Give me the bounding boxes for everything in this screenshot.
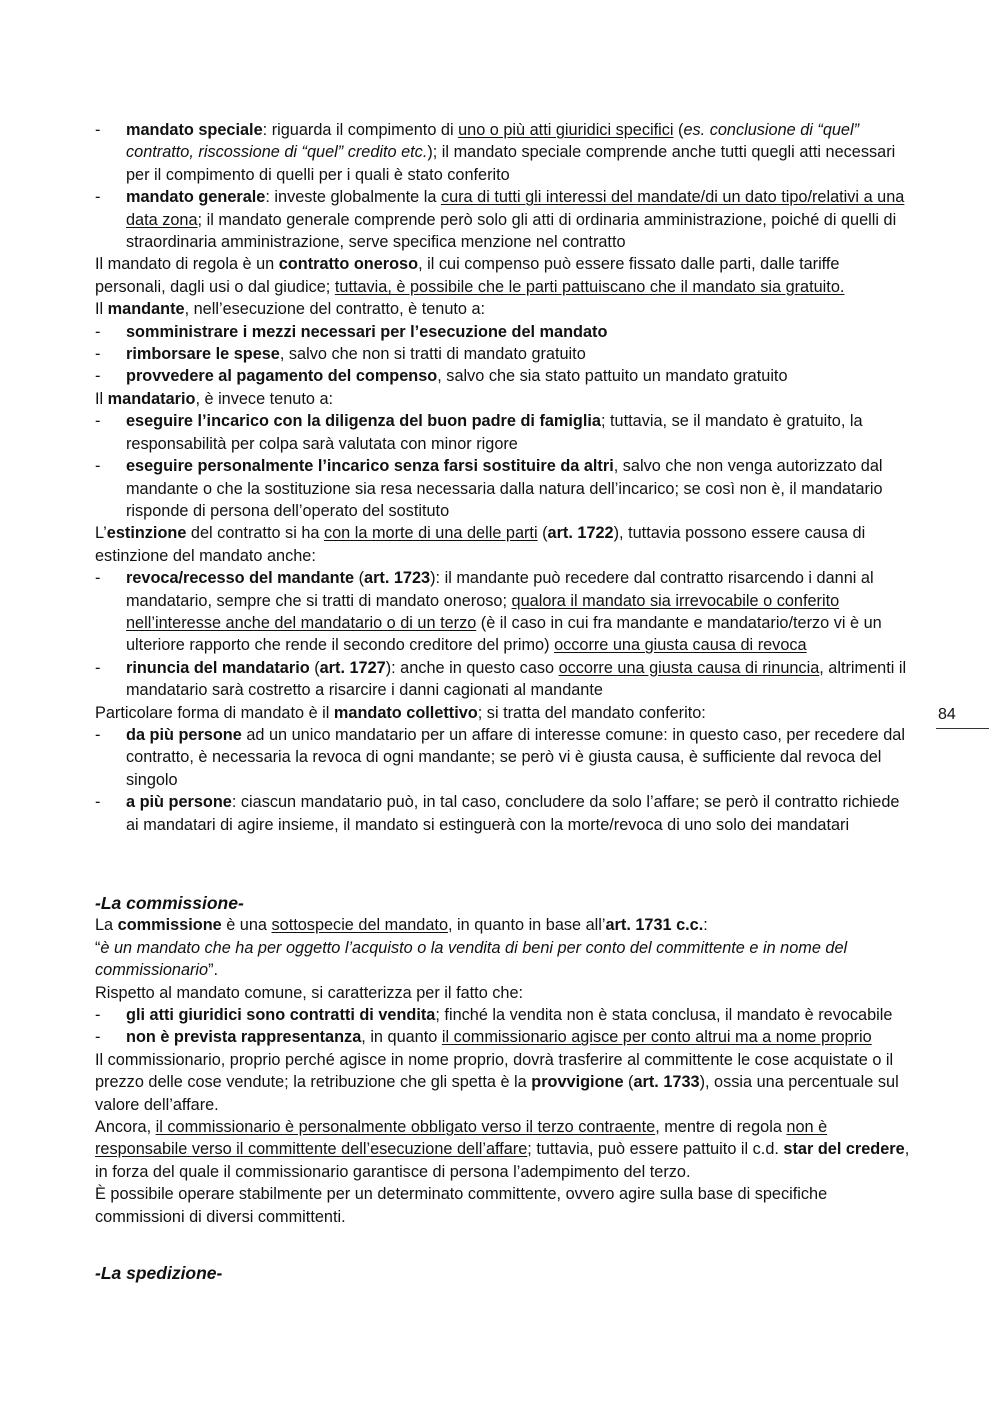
list-item-personalmente: - eseguire personalmente l’incarico senza farsi sostituire da altri, salvo che non venga autorizzato dal mandante o che la sostituzione sia resa necessaria dalla natura dell’incarico; se così non è, il mandatario risponde di persona dell’operato del sostituto: [95, 457, 883, 520]
paragraph-contratto-oneroso: Il mandato di regola è un contratto oneroso, il cui compenso può essere fissato dalle parti, dalle tariffe personali, dagli usi o dal giudice; tuttavia, è possibile che le parti pattuiscano che il mandato sia gratuito.: [95, 255, 845, 296]
list-item-revoca: - revoca/recesso del mandante (art. 1723): il mandante può recedere dal contratto risarcendo i danni al mandatario, sempre che si tratti di mandato oneroso; qualora il mandato sia irrevocabile o conferito nell’interesse anche del mandatario o di un terzo (è il caso in cui fra mandante e mandatario/terzo vi è un ulteriore rapporto che rende il secondo creditore del primo) occorre una giusta causa di revoca: [95, 569, 882, 655]
list-dash: -: [95, 322, 101, 341]
paragraph-citazione: “è un mandato che ha per oggetto l’acquisto o la vendita di beni per conto del committente e in nome del commissionario”.: [95, 938, 848, 980]
list-item-contratti-vendita: - gli atti giuridici sono contratti di vendita; finché la vendita non è stata conclusa, il mandato è revocabile: [95, 1004, 910, 1026]
list-item-a-piu-persone: - a più persone: ciascun mandatario può, in tal caso, concludere da solo l’affare; se però il contratto richiede ai mandatari di agire insieme, il mandato si estinguerà con la morte/revoca di uno solo dei mandatari: [95, 793, 900, 834]
paragraph-estinzione: L’estinzione del contratto si ha con la morte di una delle parti (art. 1722), tuttavia possono essere causa di estinzione del mandato anche:: [95, 524, 866, 565]
list-dash: -: [95, 345, 101, 364]
list-dash: -: [95, 188, 101, 207]
list-item-compenso: - provvedere al pagamento del compenso, salvo che sia stato pattuito un mandato gratuito: [95, 365, 910, 387]
list-item-rimborsare: - rimborsare le spese, salvo che non si tratti di mandato gratuito: [95, 343, 910, 365]
list-dash: -: [95, 1006, 101, 1025]
section-spacer: [95, 836, 910, 892]
page-number: 84: [938, 706, 956, 723]
list-item-rinuncia: - rinuncia del mandatario (art. 1727): anche in questo caso occorre una giusta causa di rinuncia, altrimenti il mandatario sarà costretto a risarcire i danni cagionati al mandante: [95, 658, 907, 700]
paragraph-commissione-intro: La commissione è una sottospecie del mandato, in quanto in base all’art. 1731 c.c.:: [95, 916, 708, 935]
list-item-diligenza: - eseguire l’incarico con la diligenza del buon padre di famiglia; tuttavia, se il mandato è gratuito, la responsabilità per colpa sarà valutata con minor rigore: [95, 412, 863, 453]
list-dash: -: [95, 725, 101, 744]
document-body: [95, 119, 910, 1285]
section-spacer: [95, 1228, 910, 1262]
list-item-da-piu-persone: - da più persone ad un unico mandatario per un affare di interesse comune: in questo caso, per recedere dal contratto, è necessaria la revoca di ogni mandante; se però vi è giusta causa, è sufficiente dal revoca del singolo: [95, 725, 905, 789]
list-dash: -: [95, 121, 101, 139]
paragraph-mandante: Il mandante, nell’esecuzione del contratto, è tenuto a:: [95, 300, 486, 319]
section-heading-spedizione: -La spedizione-: [95, 1263, 223, 1284]
list-dash: -: [95, 658, 101, 677]
paragraph-mandatario: Il mandatario, è invece tenuto a:: [95, 389, 334, 408]
list-dash: -: [95, 569, 101, 588]
list-item-mandato-speciale: - mandato speciale: riguarda il compimento di uno o più atti giuridici specifici (es. conclusione di “quel” contratto, riscossione di “quel” credito etc.); il mandato speciale comprende anche tutti quegli atti necessari per il compimento di quelli per i quali è stato conferito: [95, 121, 896, 184]
page-number-rule: [936, 728, 989, 729]
paragraph-rispetto: Rispetto al mandato comune, si caratterizza per il fatto che:: [95, 983, 524, 1002]
list-dash: -: [95, 412, 101, 431]
section-heading-commissione: -La commissione-: [95, 893, 244, 913]
list-item-somministrare: - somministrare i mezzi necessari per l’esecuzione del mandato: [95, 321, 910, 343]
paragraph-provvigione: Il commissionario, proprio perché agisce in nome proprio, dovrà trasferire al committente le cose acquistate o il prezzo delle cose vendute; la retribuzione che gli spetta è la provvigione (art. 1733), ossia una percentuale sul valore dell’affare.: [95, 1050, 899, 1114]
list-item-mandato-generale: - mandato generale: investe globalmente la cura di tutti gli interessi del mandate/di un dato tipo/relativi a una data zona; il mandato generale comprende però solo gli atti di ordinaria amministrazione, poiché di quelli di straordinaria amministrazione, serve specifica menzione nel contratto: [95, 188, 905, 252]
paragraph-stabilmente: È possibile operare stabilmente per un determinato committente, ovvero agire sulla base di specifiche commissioni di diversi committenti.: [95, 1185, 828, 1226]
list-dash: -: [95, 457, 101, 476]
paragraph-mandato-collettivo: Particolare forma di mandato è il mandato collettivo; si tratta del mandato conferito:: [95, 703, 706, 722]
paragraph-star-del-credere: Ancora, il commissionario è personalmente obbligato verso il terzo contraente, mentre di regola non è responsabile verso il committente dell’esecuzione dell’affare; tuttavia, può essere pattuito il c.d. star del credere, in forza del quale il commissionario garantisce di persona l’adempimento del terzo.: [95, 1118, 910, 1181]
list-dash: -: [95, 793, 101, 812]
list-dash: -: [95, 1028, 101, 1047]
list-dash: -: [95, 367, 101, 386]
list-item-rappresentanza: - non è prevista rappresentanza, in quanto il commissionario agisce per conto altrui ma a nome proprio: [95, 1026, 910, 1048]
